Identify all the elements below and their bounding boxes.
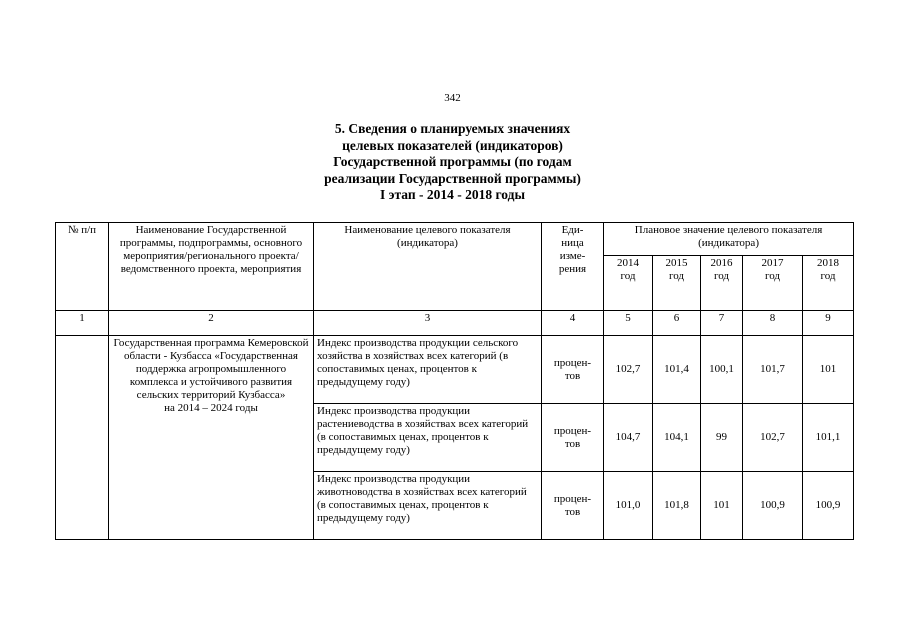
document-title: [0, 121, 905, 204]
value-cell: 101,4: [653, 336, 701, 404]
indicator-cell: Индекс производства продукции сельского хозяйства в хозяйствах всех категорий (в сопоставимых ценах, процентов к предыдущему году): [314, 336, 542, 404]
page-number: 342: [444, 92, 461, 104]
header-indicator: Наименование целевого показателя (индикатора): [314, 223, 542, 311]
column-number: 8: [743, 311, 803, 336]
header-year: 2016 год: [701, 256, 743, 311]
column-number-row: [56, 311, 854, 336]
column-number: 5: [604, 311, 653, 336]
value-cell: 102,7: [743, 404, 803, 472]
value-cell: 104,7: [604, 404, 653, 472]
header-unit: Еди- ница изме- рения: [542, 223, 604, 311]
header-planned-value: Плановое значение целевого показателя (индикатора): [604, 223, 854, 256]
value-cell: 99: [701, 404, 743, 472]
title-line: реализации Государственной программы): [324, 170, 581, 186]
title-line: целевых показателей (индикаторов): [342, 137, 563, 153]
header-num: № п/п: [56, 223, 109, 311]
title-line: I этап - 2014 - 2018 годы: [380, 187, 525, 202]
column-number: 7: [701, 311, 743, 336]
value-cell: 100,9: [743, 472, 803, 540]
value-cell: 101,8: [653, 472, 701, 540]
header-program: Наименование Государственной программы, подпрограммы, основного мероприятия/регионального проекта/ведомственного проекта, мероприятия: [109, 223, 314, 311]
indicator-cell: Индекс производства продукции растениеводства в хозяйствах всех категорий (в сопоставимых ценах, процентов к предыдущему году): [314, 404, 542, 472]
header-year: 2018 год: [803, 256, 854, 311]
value-cell: 101: [701, 472, 743, 540]
value-cell: 102,7: [604, 336, 653, 404]
header-year: 2014 год: [604, 256, 653, 311]
column-number: 4: [542, 311, 604, 336]
row-number-cell: [56, 336, 109, 540]
header-year: 2015 год: [653, 256, 701, 311]
value-cell: 101,7: [743, 336, 803, 404]
column-number: 9: [803, 311, 854, 336]
unit-cell: процен- тов: [542, 336, 604, 404]
unit-cell: процен- тов: [542, 472, 604, 540]
unit-cell: процен- тов: [542, 404, 604, 472]
value-cell: 101: [803, 336, 854, 404]
header-year: 2017 год: [743, 256, 803, 311]
header-row: [56, 223, 854, 256]
value-cell: 101,0: [604, 472, 653, 540]
title-line: Государственной программы (по годам: [333, 154, 572, 169]
column-number: 3: [314, 311, 542, 336]
column-number: 1: [56, 311, 109, 336]
indicators-table: [55, 222, 854, 540]
value-cell: 100,9: [803, 472, 854, 540]
indicator-cell: Индекс производства продукции животноводства в хозяйствах всех категорий (в сопоставимых ценах, процентов к предыдущему году): [314, 472, 542, 540]
title-line: 5. Сведения о планируемых значениях: [334, 121, 571, 136]
table-row: [56, 336, 854, 404]
column-number: 2: [109, 311, 314, 336]
value-cell: 104,1: [653, 404, 701, 472]
value-cell: 101,1: [803, 404, 854, 472]
value-cell: 100,1: [701, 336, 743, 404]
column-number: 6: [653, 311, 701, 336]
program-name-cell: Государственная программа Кемеровской области - Кузбасса «Государственная поддержка агропромышленного комплекса и устойчивого развития сельских территорий Кузбасса» на 2014 – 2024 годы: [109, 336, 314, 540]
